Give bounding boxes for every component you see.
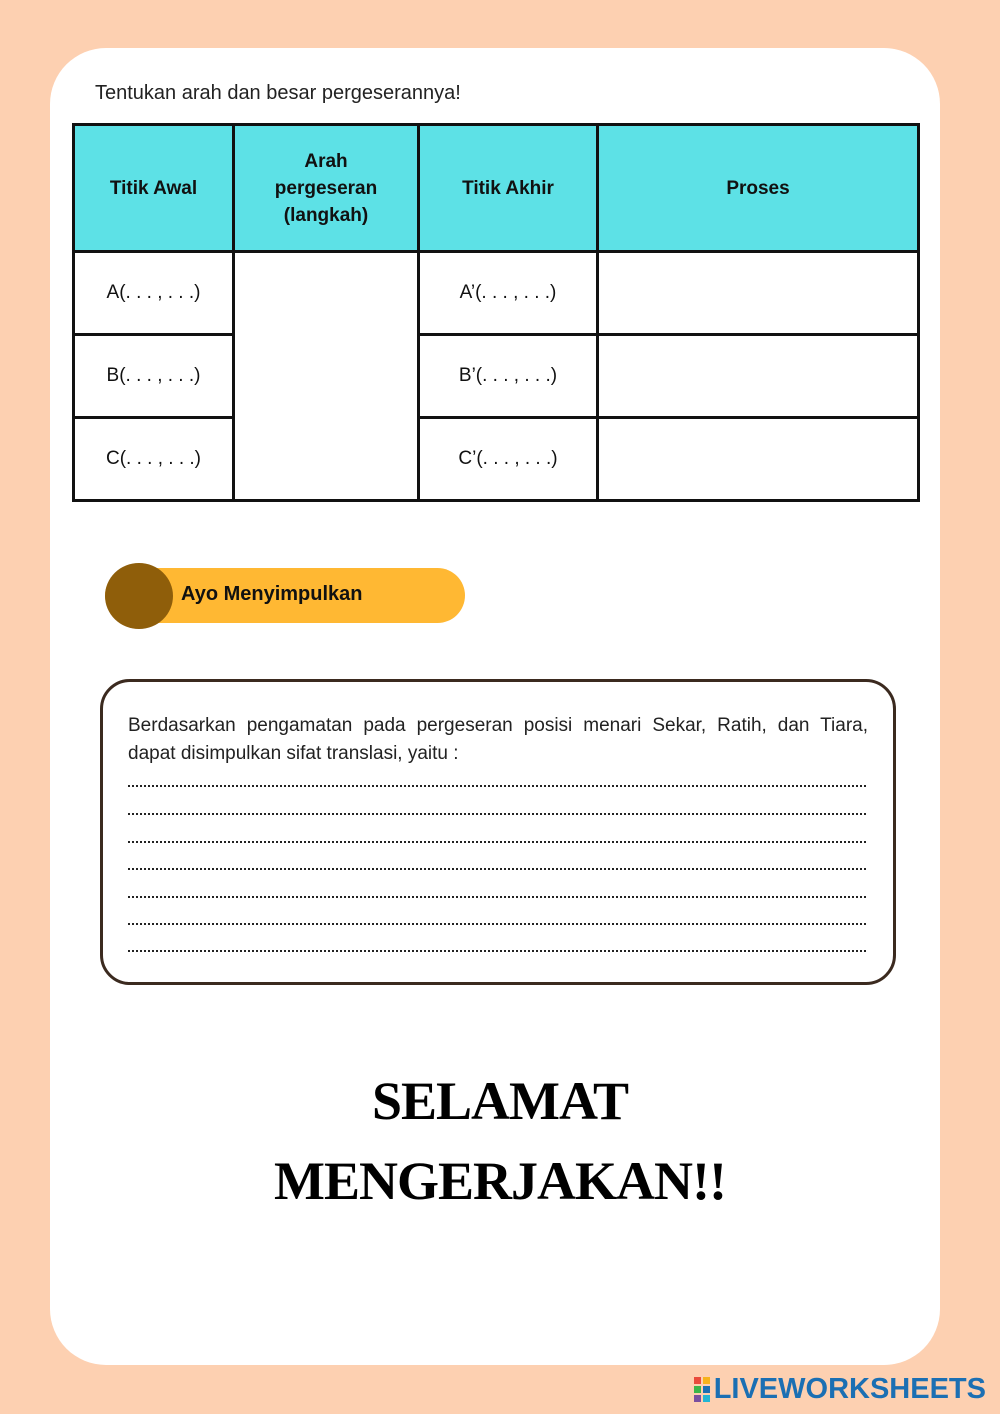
closing-line-2: MENGERJAKAN!! [274, 1151, 726, 1211]
closing-line-1: SELAMAT [371, 1071, 629, 1131]
answer-line[interactable] [128, 896, 866, 898]
table-row [74, 418, 919, 501]
liveworksheets-watermark[interactable] [694, 1373, 986, 1406]
conclusion-prompt: Berdasarkan pengamatan pada pergeseran posisi menari Sekar, Ratih, dan Tiara, dapat disimpulkan sifat translasi, yaitu : [128, 715, 868, 764]
liveworksheets-wordmark: LIVEWORKSHEETS [713, 1373, 986, 1405]
banner-circle-icon [105, 563, 173, 629]
liveworksheets-logo-icon [694, 1377, 710, 1402]
header-proses: Proses [598, 125, 919, 252]
header-arah-pergeseran: Arah pergeseran (langkah) [234, 125, 419, 252]
answer-line[interactable] [128, 785, 866, 787]
header-titik-awal: Titik Awal [74, 125, 234, 252]
answer-line[interactable] [128, 841, 866, 843]
table-header-row [74, 125, 919, 252]
answer-line[interactable] [128, 950, 866, 952]
answer-line[interactable] [128, 923, 866, 925]
start-point-cell: B(. . . , . . .) [74, 335, 234, 418]
start-point-cell: C(. . . , . . .) [74, 418, 234, 501]
section-title: Ayo Menyimpulkan [181, 583, 363, 605]
instruction-text: Tentukan arah dan besar pergeserannya! [95, 82, 461, 104]
translation-table [72, 123, 920, 502]
process-answer-cell[interactable] [598, 335, 919, 418]
end-point-cell: A’(. . . , . . .) [419, 252, 598, 335]
end-point-cell: C’(. . . , . . .) [419, 418, 598, 501]
conclusion-box [100, 679, 896, 985]
table-row [74, 252, 919, 335]
answer-line[interactable] [128, 868, 866, 870]
end-point-cell: B’(. . . , . . .) [419, 335, 598, 418]
answer-line[interactable] [128, 813, 866, 815]
process-answer-cell[interactable] [598, 418, 919, 501]
start-point-cell: A(. . . , . . .) [74, 252, 234, 335]
direction-answer-cell[interactable] [234, 252, 419, 501]
process-answer-cell[interactable] [598, 252, 919, 335]
table-row [74, 335, 919, 418]
header-titik-akhir: Titik Akhir [419, 125, 598, 252]
